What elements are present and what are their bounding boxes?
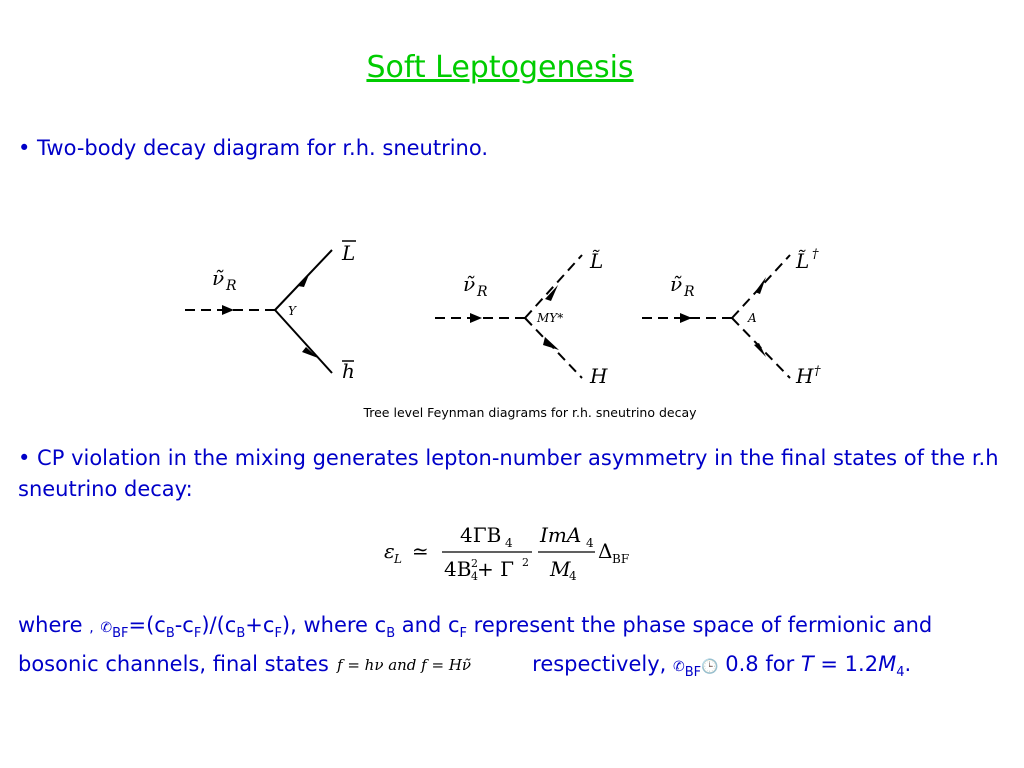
delta-symbol: ✆ bbox=[100, 620, 113, 636]
formula-den1: 4B bbox=[444, 557, 472, 581]
formula-lhs: ε bbox=[384, 539, 395, 563]
clock-icon: 🕒 bbox=[701, 659, 719, 676]
diagram-3 bbox=[642, 247, 821, 388]
formula-den1-sup2: 2 bbox=[522, 556, 529, 569]
sub-b3: B bbox=[386, 626, 396, 642]
asymmetry-formula bbox=[380, 520, 660, 582]
sub-f2: F bbox=[274, 626, 282, 642]
mid-part: )/(c bbox=[201, 613, 237, 637]
formula-tail-sub: BF bbox=[612, 552, 630, 566]
formula-den1-tail: + Γ bbox=[477, 557, 514, 581]
bf-sub-2: BF bbox=[684, 665, 702, 681]
formula-num2-sub: 4 bbox=[586, 536, 594, 550]
final-states-formula bbox=[335, 654, 525, 676]
inline-final-states: f = hν and f = Hν̃ bbox=[337, 656, 472, 675]
sub-b: B bbox=[165, 626, 175, 642]
and-c: and c bbox=[395, 613, 460, 637]
sub-b2: B bbox=[236, 626, 246, 642]
equals-text: = 1.2 bbox=[813, 652, 879, 677]
bullet-two-body-decay: • Two-body decay diagram for r.h. sneutrino. bbox=[18, 136, 489, 160]
explanation-paragraph bbox=[18, 610, 1008, 688]
bf-sub: BF bbox=[112, 626, 129, 642]
d3-bottom-label: H bbox=[796, 364, 814, 388]
d2-vertex-label: MY* bbox=[537, 311, 564, 325]
formula-lhs-sub: L bbox=[394, 552, 402, 566]
d2-in-sub: R bbox=[477, 284, 488, 300]
formula-num2: ImA bbox=[540, 523, 582, 547]
represent-text: represent the phase space of fermionic and bosonic channels, final states bbox=[18, 613, 933, 677]
formula-num1-sub: 4 bbox=[505, 536, 513, 550]
diagram-caption: Tree level Feynman diagrams for r.h. sneutrino decay bbox=[363, 405, 697, 420]
formula-den2-sub: 4 bbox=[569, 569, 577, 582]
where-c: ), where c bbox=[281, 613, 387, 637]
d1-bottom-label: h bbox=[342, 359, 355, 383]
period: . bbox=[904, 652, 912, 677]
eq-part: =(c bbox=[128, 613, 166, 637]
formula-den2: M bbox=[550, 557, 571, 581]
d1-top-label: L bbox=[342, 241, 356, 265]
d3-bottom-dagger: † bbox=[814, 364, 821, 379]
value-text: 0.8 for bbox=[718, 652, 801, 677]
m-var: M bbox=[878, 652, 897, 677]
diagram-2 bbox=[435, 249, 608, 388]
formula-approx: ≃ bbox=[412, 539, 429, 563]
formula-den1-sup: 2 bbox=[471, 557, 478, 570]
t-var: T bbox=[800, 652, 814, 677]
d3-in-label: ν̃ bbox=[670, 272, 683, 296]
where-text: where bbox=[18, 613, 90, 637]
d2-bottom-label: H bbox=[590, 364, 608, 388]
plus-c: +c bbox=[245, 613, 275, 637]
bullet-cp-violation: • CP violation in the mixing generates lepton-number asymmetry in the final states of the r.h sneutrino decay: bbox=[18, 446, 999, 501]
formula-num1: 4ΓB bbox=[460, 523, 502, 547]
feynman-diagrams bbox=[170, 228, 850, 398]
formula-den1-sub: 4 bbox=[471, 570, 478, 582]
formula-tail: Δ bbox=[598, 539, 613, 563]
respectively-text: respectively, bbox=[525, 652, 674, 677]
sub-f: F bbox=[193, 626, 202, 642]
delta-symbol-2: ✆ bbox=[673, 659, 685, 676]
d1-in-label: ν̃ bbox=[212, 266, 225, 290]
dash-c: -c bbox=[174, 613, 194, 637]
d2-top-label: L̃ bbox=[590, 249, 604, 273]
d2-in-label: ν̃ bbox=[463, 272, 476, 296]
comma: , bbox=[89, 620, 94, 636]
m-sub: 4 bbox=[896, 665, 905, 681]
diagram-1 bbox=[185, 241, 356, 383]
d3-in-sub: R bbox=[684, 284, 695, 300]
d1-in-sub: R bbox=[226, 278, 237, 294]
d3-top-label: L̃ bbox=[796, 249, 810, 273]
d3-vertex-label: A bbox=[748, 311, 757, 325]
d1-vertex-label: Y bbox=[288, 304, 296, 318]
d3-top-dagger: † bbox=[812, 247, 819, 262]
slide-title: Soft Leptogenesis bbox=[366, 50, 634, 85]
sub-f3: F bbox=[459, 626, 467, 642]
